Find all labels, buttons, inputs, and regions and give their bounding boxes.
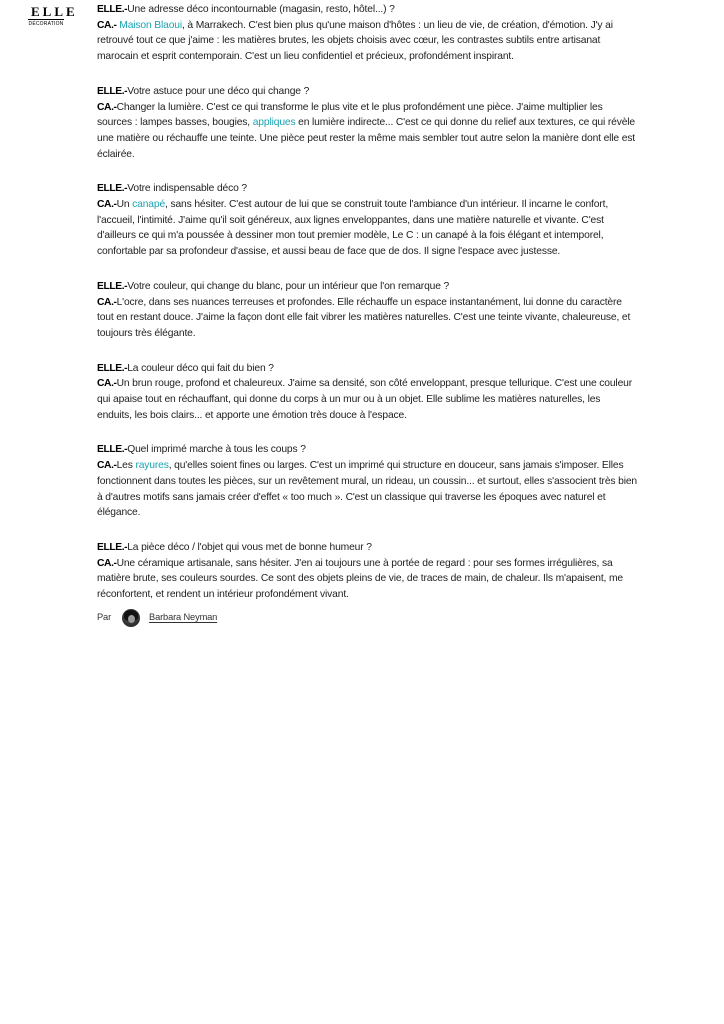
answer-speaker: CA.- (97, 378, 117, 390)
qa-block (97, 2, 637, 65)
question-text: Votre astuce pour une déco qui change ? (127, 85, 310, 97)
answer-speaker: CA.- (97, 460, 117, 472)
answer-speaker: CA.- (97, 296, 117, 308)
answer (97, 376, 637, 423)
qa-block (97, 540, 637, 603)
logo-wordmark: ELLE (31, 4, 78, 19)
answer-text: en lumière indirecte... C'est ce qui donne du relief aux textures, ce qui révèle une matière ou réchauffe une teinte. Une pièce peut rester la même mais sembler tout autre selon la manière dont elle est éclairée. (97, 117, 636, 160)
answer-text: L'ocre, dans ses nuances terreuses et profondes. Elle réchauffe un espace instantanément, lui donne du caractère tout en restant douce. J'aime la façon dont elle fait vibrer les matières naturelles. C'est une teinte vivante, chaleureuse, et toujours très élégante. (97, 296, 631, 339)
author-avatar[interactable] (122, 609, 140, 627)
answer-text: , qu'elles soient fines ou larges. C'est un imprimé qui structure en douceur, sans jamais s'imposer. Elles fonctionnent dans toutes les pièces, sur un revêtement mural, un rideau, un coussin... et surtout, elles s'associent très bien à d'autres motifs sans jamais créer d'effet « too much ». C'est un classique qui traverse les époques avec naturel et élégance. (97, 460, 637, 519)
answer-link-rayures[interactable]: rayures (135, 460, 169, 472)
question-speaker: ELLE.- (97, 362, 128, 374)
avatar-face-shape (128, 615, 135, 623)
question (97, 279, 637, 295)
answer-link-maison-blaoui[interactable]: Maison Blaoui (119, 19, 183, 31)
answer (97, 295, 637, 342)
question-speaker: ELLE.- (97, 4, 128, 15)
question-text: Une adresse déco incontournable (magasin, resto, hôtel...) ? (127, 4, 395, 15)
elle-decoration-logo[interactable] (28, 4, 78, 27)
question-speaker: ELLE.- (97, 280, 128, 292)
question-text: Votre indispensable déco ? (127, 183, 247, 195)
answer-text: Un (116, 199, 133, 211)
answer-speaker: CA.- (97, 199, 117, 211)
qa-block (97, 279, 637, 342)
answer-text: Un brun rouge, profond et chaleureux. J'aime sa densité, son côté enveloppant, presque tellurique. C'est une couleur qui apaise tout en réchauffant, qui donne du corps à un mur ou à un objet. Elle sublime les matières naturelles, les enduits, les bois clairs... et apporte une émotion très douce à l'espace. (97, 378, 633, 421)
question-speaker: ELLE.- (97, 444, 128, 456)
interview-article (97, 2, 637, 627)
answer-text: Changer la lumière. C'est ce qui transforme le plus vite et le plus profondément une pièce. J'aime multiplier les sources : lampes basses, bougies, (97, 101, 603, 129)
question (97, 361, 637, 377)
answer (97, 100, 637, 163)
answer-text: Une céramique artisanale, sans hésiter. J'en ai toujours une à portée de regard : pour ses formes irrégulières, sa matière brute, ses couleurs sourdes. Ce sont des objets pleins de vie, de traces de main, de chaleur. Ils m'apaisent, me réconfortent, et rendent un intérieur profondément vivant. (97, 557, 623, 601)
question-speaker: ELLE.- (97, 183, 128, 195)
question-text: Votre couleur, qui change du blanc, pour un intérieur que l'on remarque ? (127, 280, 450, 292)
question-speaker: ELLE.- (97, 541, 128, 553)
answer-text: , sans hésiter. C'est autour de lui que se construit toute l'ambiance d'un intérieur. Il incarne le confort, l'accueil, l'intimité. J'aime qu'il soit généreux, aux lignes enveloppantes, dans une matière naturelle et vivante. C'est d'ailleurs ce qui m'a poussée à dessiner mon tout premier modèle, Le C : un canapé à la fois élégant et intemporel, confortable par sa profondeur d'assise, et aussi beau de face que de dos. Il signe l'espace avec justesse. (97, 199, 609, 258)
question (97, 540, 637, 556)
question-text: Quel imprimé marche à tous les coups ? (127, 444, 306, 456)
question-text: La pièce déco / l'objet qui vous met de bonne humeur ? (127, 541, 372, 553)
question (97, 442, 637, 458)
qa-block (97, 181, 637, 260)
qa-block (97, 84, 637, 163)
answer (97, 18, 637, 65)
author-link[interactable]: Barbara Neyman (149, 611, 218, 622)
answer-link-canape[interactable]: canapé (132, 199, 166, 211)
qa-block (97, 442, 637, 521)
qa-block (97, 361, 637, 424)
question-speaker: ELLE.- (97, 85, 128, 97)
question (97, 84, 637, 100)
logo-subtitle: DÉCORATION (28, 21, 64, 27)
question-text: La couleur déco qui fait du bien ? (127, 362, 274, 374)
answer-speaker: CA.- (97, 101, 117, 113)
answer-text: , à Marrakech. C'est bien plus qu'une maison d'hôtes : un lieu de vie, de création, d'émotion. J'y ai retrouvé tout ce que j'aime : les matières brutes, les objets choisis avec cœur, les contrastes subtils entre artisanat marocain et esprit contemporain. C'est un lieu confidentiel et précieux, profondément inspirant. (97, 19, 613, 63)
byline (97, 609, 637, 627)
answer-speaker: CA.- (97, 557, 117, 569)
answer-text: Les (116, 460, 136, 472)
answer (97, 556, 637, 603)
byline-label: Par (97, 611, 112, 622)
question (97, 181, 637, 197)
question (97, 2, 637, 18)
answer (97, 197, 637, 260)
answer-link-appliques[interactable]: appliques (252, 117, 296, 129)
answer (97, 458, 637, 521)
answer-speaker: CA.- (97, 19, 117, 31)
